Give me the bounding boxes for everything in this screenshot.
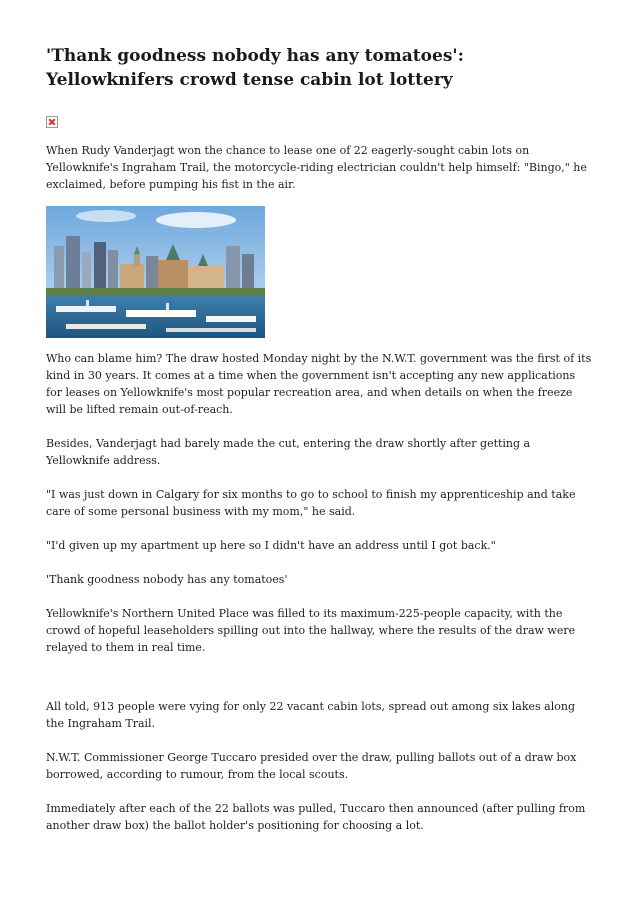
paragraph-5: "I'd given up my apartment up here so I didn't have an address until I got back." — [46, 539, 496, 552]
paragraph-2: Who can blame him? The draw hosted Monday night by the N.W.T. government was the first of its kind in 30 years. It comes at a time when the government isn't accepting any new applications for leases on Yellowknife's most popular recreation area, and when details on when the freeze will be lifted remain out-of-reach. — [46, 352, 592, 416]
article-title: 'Thank goodness nobody has any tomatoes': Yellowknifers crowd tense cabin lot lottery — [46, 46, 464, 90]
paragraph-3: Besides, Vanderjagt had barely made the cut, entering the draw shortly after getting a Yellowknife address. — [46, 437, 531, 467]
city-harbor-photo — [46, 206, 265, 338]
paragraph-1: When Rudy Vanderjagt won the chance to lease one of 22 eagerly-sought cabin lots on Yellowknife's Ingraham Trail, the motorcycle-riding electrician couldn't help himself: "Bingo," he exclaimed, before pumping his fist in the air. — [46, 144, 587, 191]
paragraph-7: All told, 913 people were vying for only 22 vacant cabin lots, spread out among six lakes along the Ingraham Trail. — [46, 700, 575, 730]
paragraph-8: N.W.T. Commissioner George Tuccaro presided over the draw, pulling ballots out of a draw box borrowed, according to rumour, from the local scouts. — [46, 751, 577, 781]
subheading: 'Thank goodness nobody has any tomatoes' — [46, 573, 288, 586]
broken-image-icon — [46, 116, 58, 128]
paragraph-6: Yellowknife's Northern United Place was filled to its maximum-225-people capacity, with the crowd of hopeful leaseholders spilling out into the hallway, where the results of the draw were relayed to them in real time. — [46, 607, 576, 654]
paragraph-4: "I was just down in Calgary for six months to go to school to finish my apprenticeship and take care of some personal business with my mom," he said. — [46, 488, 576, 518]
paragraph-9: Immediately after each of the 22 ballots was pulled, Tuccaro then announced (after pulling from another draw box) the ballot holder's positioning for choosing a lot. — [46, 802, 586, 832]
